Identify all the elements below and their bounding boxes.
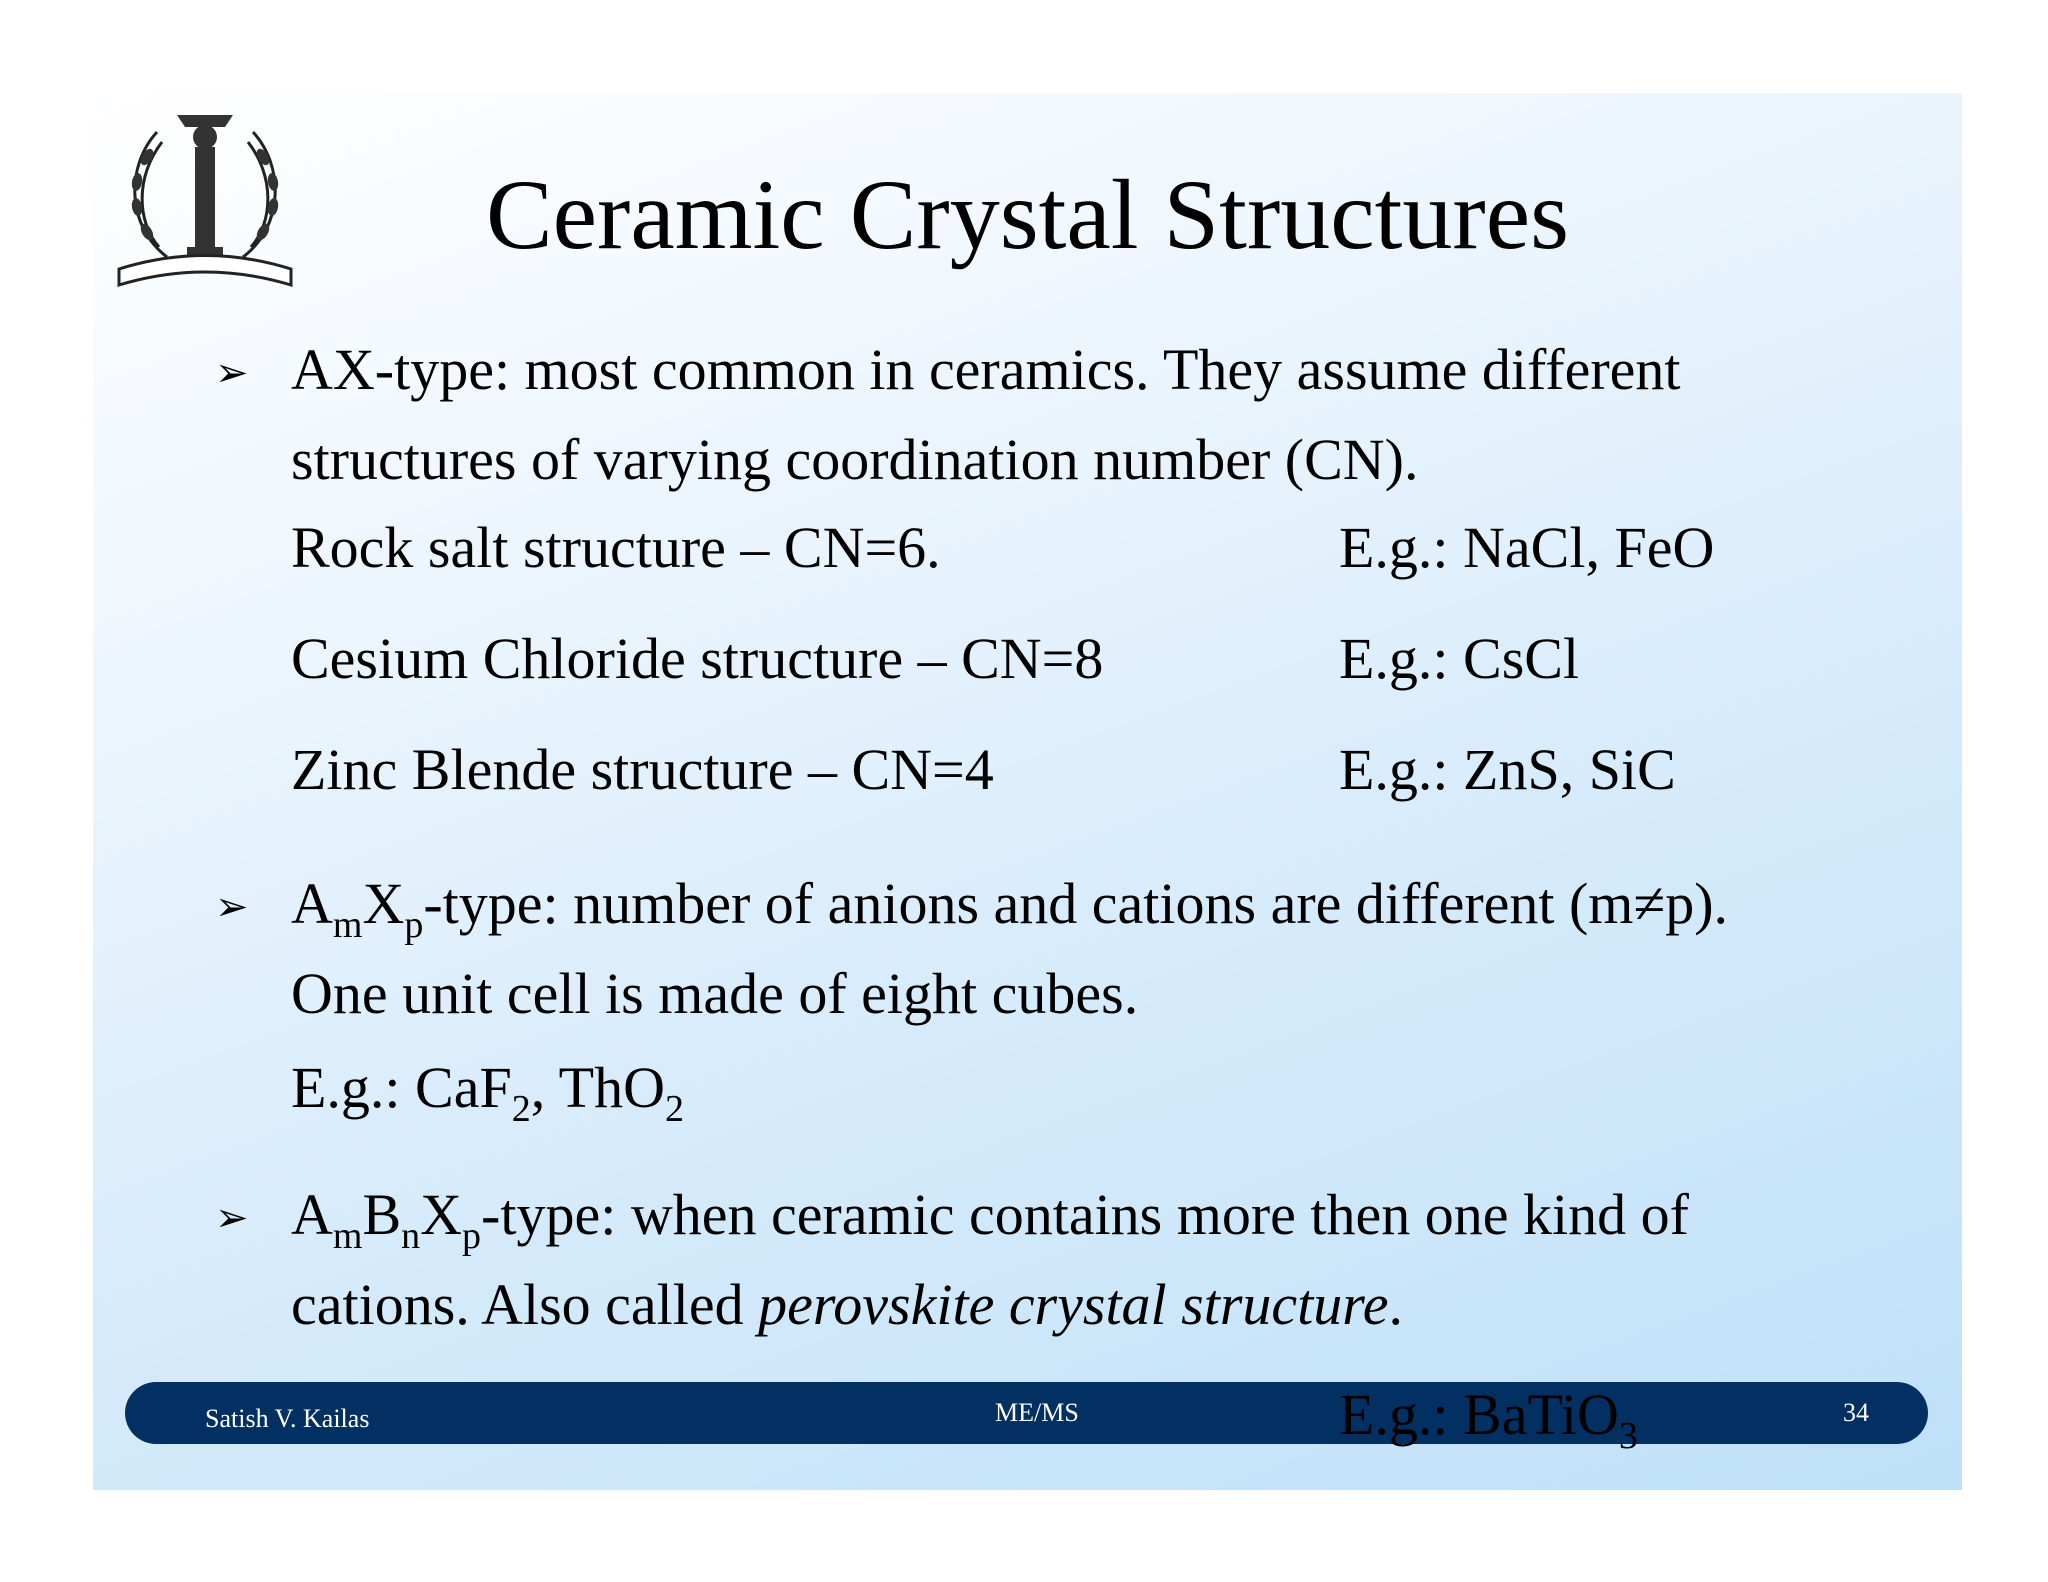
amxp-type-line2: One unit cell is made of eight cubes. [291,961,1139,1026]
slide-title: Ceramic Crystal Structures [485,159,1570,270]
ax-type-paragraph [291,325,1938,505]
slide [93,93,1962,1490]
rock-salt-structure: Rock salt structure – CN=6. [291,515,941,580]
footer-course: ME/MS [995,1398,1079,1427]
ax-type-line1: AX-type: most common in ceramics. They assume different [291,337,1681,402]
zinc-blende-example: E.g.: ZnS, SiC [1339,737,1676,802]
ax-type-line2: structures of varying coordination number (CN). [291,427,1419,492]
footer-page-number: 34 [1843,1398,1869,1427]
ambnxp-type-line2: cations. Also called perovskite crystal structure. [291,1272,1403,1337]
rock-salt-example: E.g.: NaCl, FeO [1339,515,1715,580]
ambnxp-type-paragraph [291,1170,1938,1350]
bullet-arrow-icon: ➢ [215,884,249,929]
zinc-blende-structure: Zinc Blende structure – CN=4 [291,737,994,802]
footer-author: Satish V. Kailas [205,1404,370,1433]
cesium-chloride-structure: Cesium Chloride structure – CN=8 [291,626,1104,691]
amxp-type-line1: $A_mX_p$-type: number of anions and cations are different (m≠p). [291,871,1729,946]
amxp-example: E.g.: CaF$_2$, ThO$_2$ [291,1055,685,1130]
amxp-type-paragraph [291,859,1938,1039]
ambnxp-type-line1: $A_mB_nX_p$-type: when ceramic contains more then one kind of [291,1182,1689,1257]
cesium-chloride-example: E.g.: CsCl [1339,626,1580,691]
bullet-arrow-icon: ➢ [215,1195,249,1240]
ambnxp-example: E.g.: BaTiO$_3$ [1339,1382,1638,1457]
bullet-arrow-icon: ➢ [215,350,249,395]
